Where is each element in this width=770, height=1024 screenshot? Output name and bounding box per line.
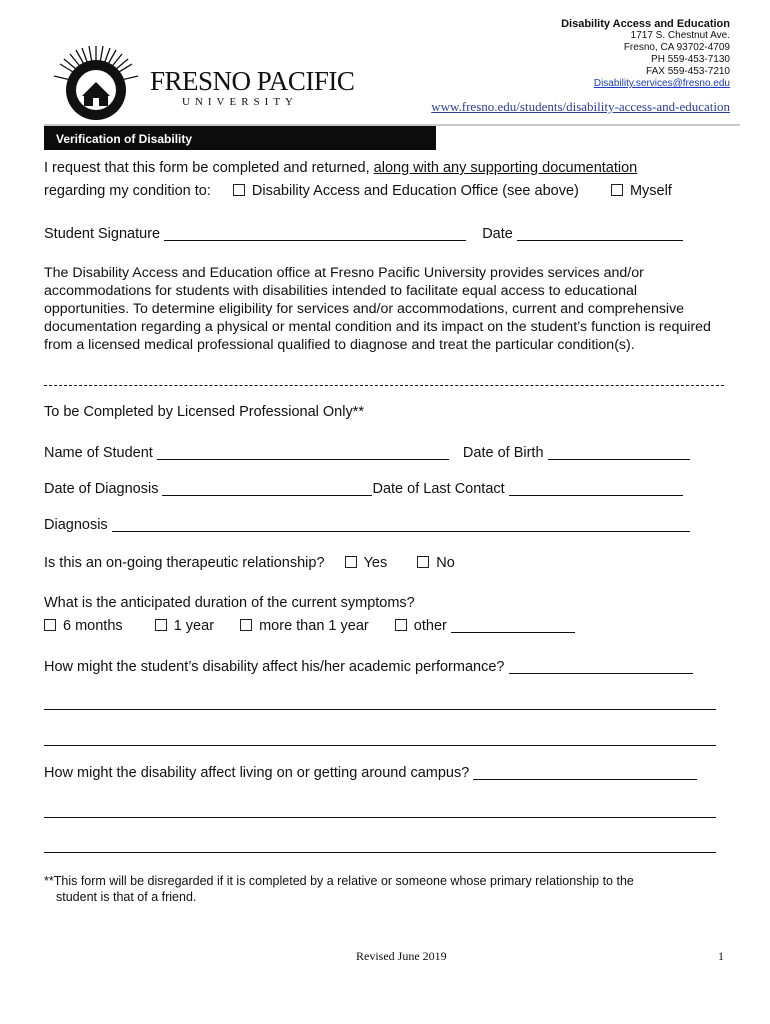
signature-date-field[interactable] <box>517 226 683 241</box>
fax-number: FAX 559-453-7210 <box>646 66 730 77</box>
date-of-last-contact-field[interactable] <box>509 481 683 496</box>
office-contact-block <box>561 18 730 90</box>
therapeutic-question: Is this an on-going therapeutic relationship? <box>44 555 325 571</box>
campus-answer-line-2[interactable] <box>44 852 716 853</box>
request-line-1 <box>44 160 637 176</box>
university-name: FRESNO PACIFIC <box>150 66 355 96</box>
request-line-2 <box>44 183 672 199</box>
footnote-line-1: **This form will be disregarded if it is completed by a relative or someone whose primary relationship to the <box>44 874 634 888</box>
request-text: I request that this form be completed and returned, <box>44 160 374 176</box>
duration-6-months-label: 6 months <box>63 618 123 634</box>
revised-date: Revised June 2019 <box>356 949 447 963</box>
campus-row <box>44 765 697 781</box>
campus-question: How might the disability affect living on or getting around campus? <box>44 765 470 781</box>
duration-options-row <box>44 618 575 634</box>
website-link[interactable]: www.fresno.edu/students/disability-access-and-education <box>431 99 730 114</box>
university-seal-logo <box>44 44 154 124</box>
duration-more-than-1-year-label: more than 1 year <box>259 618 369 634</box>
office-checkbox[interactable] <box>233 184 245 196</box>
academic-answer-field[interactable] <box>509 659 693 674</box>
therapeutic-no-label: No <box>436 555 455 571</box>
address-line-2: Fresno, CA 93702-4709 <box>623 42 730 53</box>
request-underlined-text: along with any supporting documentation <box>373 160 638 176</box>
myself-option-label: Myself <box>629 183 672 199</box>
university-subname: UNIVERSITY <box>182 96 298 108</box>
therapeutic-yes-label: Yes <box>363 555 388 571</box>
duration-6-months-checkbox[interactable] <box>44 619 56 631</box>
page-number: 1 <box>718 949 724 963</box>
name-of-student-field[interactable] <box>157 445 449 460</box>
campus-answer-field[interactable] <box>473 765 697 780</box>
duration-1-year-checkbox[interactable] <box>155 619 167 631</box>
phone-number: PH 559-453-7130 <box>651 54 730 65</box>
therapeutic-row <box>44 555 455 571</box>
student-signature-field[interactable] <box>164 226 466 241</box>
duration-question: What is the anticipated duration of the current symptoms? <box>44 595 415 611</box>
duration-other-checkbox[interactable] <box>395 619 407 631</box>
office-option-label: Disability Access and Education Office (see above) <box>251 183 579 199</box>
therapeutic-no-checkbox[interactable] <box>417 556 429 568</box>
dashed-separator <box>44 385 724 386</box>
diagnosis-dates-row <box>44 481 683 497</box>
date-of-diagnosis-field[interactable] <box>162 481 372 496</box>
request-prefix: regarding my condition to: <box>44 183 211 199</box>
campus-answer-line-1[interactable] <box>44 817 716 818</box>
academic-answer-line-1[interactable] <box>44 709 716 710</box>
office-title: Disability Access and Education <box>561 18 730 30</box>
diagnosis-field[interactable] <box>112 517 690 532</box>
sunburst-seal-icon <box>44 44 154 124</box>
student-signature-label: Student Signature <box>44 226 161 242</box>
diagnosis-row <box>44 517 690 533</box>
name-dob-row <box>44 445 690 461</box>
signature-row <box>44 226 683 242</box>
diagnosis-label: Diagnosis <box>44 517 108 533</box>
date-of-diagnosis-label: Date of Diagnosis <box>44 481 159 497</box>
address-line-1: 1717 S. Chestnut Ave. <box>630 30 730 41</box>
therapeutic-yes-checkbox[interactable] <box>345 556 357 568</box>
footnote-line-2: student is that of a friend. <box>56 890 197 904</box>
date-of-birth-field[interactable] <box>548 445 690 460</box>
professional-heading: To be Completed by Licensed Professional Only** <box>44 404 364 420</box>
signature-date-label: Date <box>482 226 513 242</box>
academic-question: How might the student’s disability affect his/her academic performance? <box>44 659 505 675</box>
duration-other-label: other <box>413 618 447 634</box>
duration-1-year-label: 1 year <box>173 618 215 634</box>
name-of-student-label: Name of Student <box>44 445 153 461</box>
date-of-birth-label: Date of Birth <box>462 445 544 461</box>
academic-answer-line-2[interactable] <box>44 745 716 746</box>
date-of-last-contact-label: Date of Last Contact <box>372 481 505 497</box>
myself-checkbox[interactable] <box>611 184 623 196</box>
duration-more-than-1-year-checkbox[interactable] <box>240 619 252 631</box>
footnote <box>44 873 634 905</box>
duration-other-field[interactable] <box>451 618 575 633</box>
section-band: Verification of Disability <box>44 126 436 150</box>
email-link[interactable]: Disability.services@fresno.edu <box>593 78 730 89</box>
academic-row <box>44 659 693 675</box>
intro-paragraph: The Disability Access and Education office at Fresno Pacific University provides services and/or accommodations for students with disabilities intended to facilitate equal access to educational opportunities. To determine eligibility for services and/or accommodations, current and comprehensive documentation regarding a physical or mental condition and its impact on the student’s function is required from a licensed medical professional qualified to diagnose and treat the particular condition(s). <box>44 265 711 353</box>
